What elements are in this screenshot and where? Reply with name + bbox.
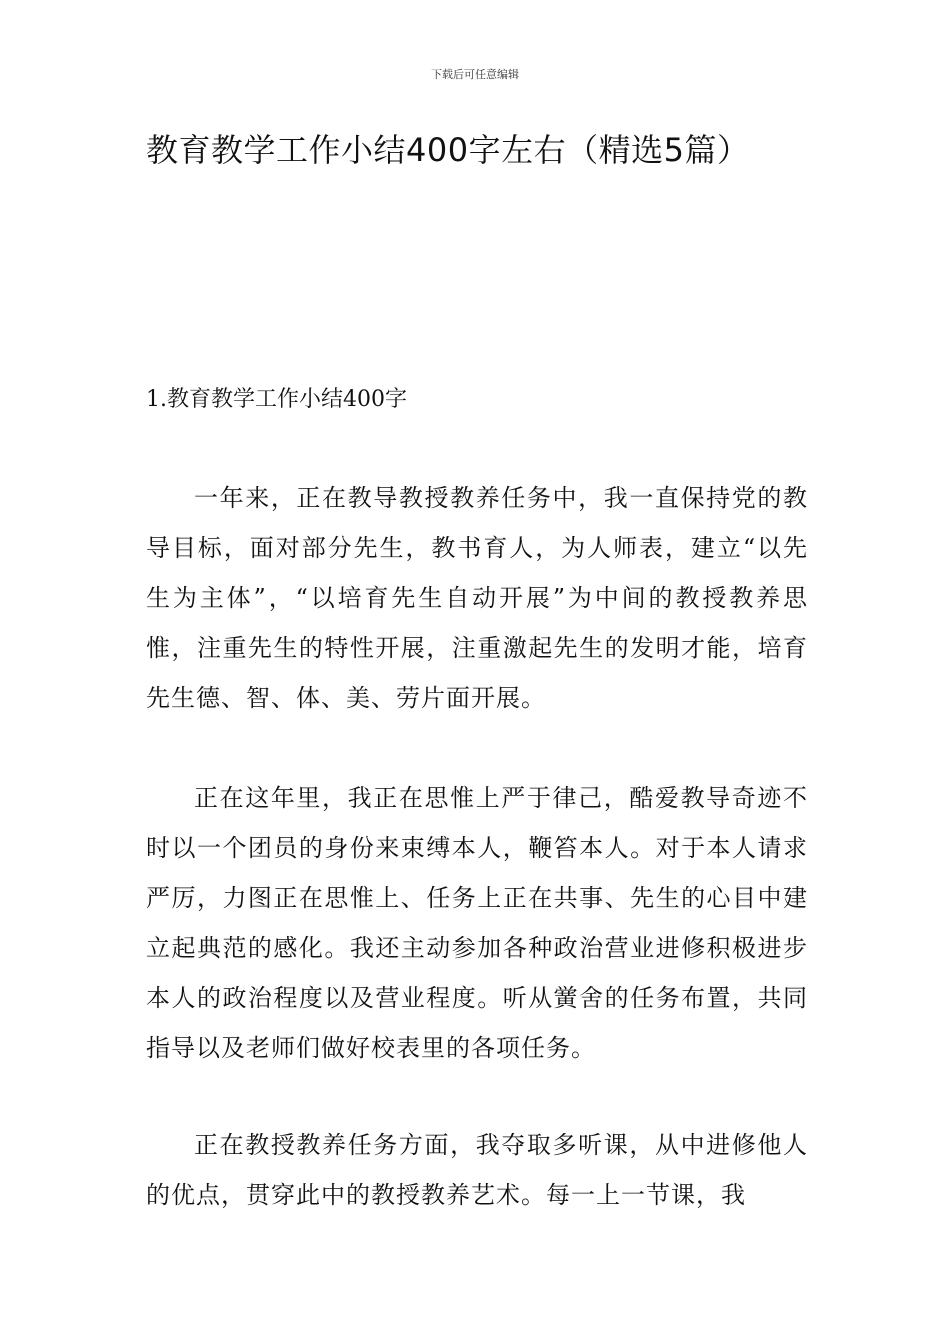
body-paragraph: 一年来，正在教导教授教养任务中，我一直保持党的教导目标，面对部分先生，教书育人，为人师表，建立“以先生为主体”，“以培育先生自动开展”为中间的教授教养思惟，注重先生的特性开展，注重激起先生的发明才能，培育先生德、智、体、美、劳片面开展。	[146, 484, 808, 712]
section-heading: 1.教育教学工作小结400字	[146, 387, 407, 412]
body-paragraph: 正在这年里，我正在思惟上严于律己，酷爱教导奇迹不时以一个团员的身份来束缚本人，鞭笞本人。对于本人请求严厉，力图正在思惟上、任务上正在共事、先生的心目中建立起典范的感化。我还主动参加各种政治营业进修积极进步本人的政治程度以及营业程度。听从黉舍的任务布置，共同指导以及老师们做好校表里的各项任务。	[146, 784, 808, 1062]
header-note: 下载后可任意编辑	[431, 68, 519, 81]
document-title: 教育教学工作小结400字左右（精选5篇）	[146, 131, 750, 169]
body-paragraph: 正在教授教养任务方面，我夺取多听课，从中进修他人的优点，贯穿此中的教授教养艺术。每一上一节课，我	[146, 1131, 808, 1209]
